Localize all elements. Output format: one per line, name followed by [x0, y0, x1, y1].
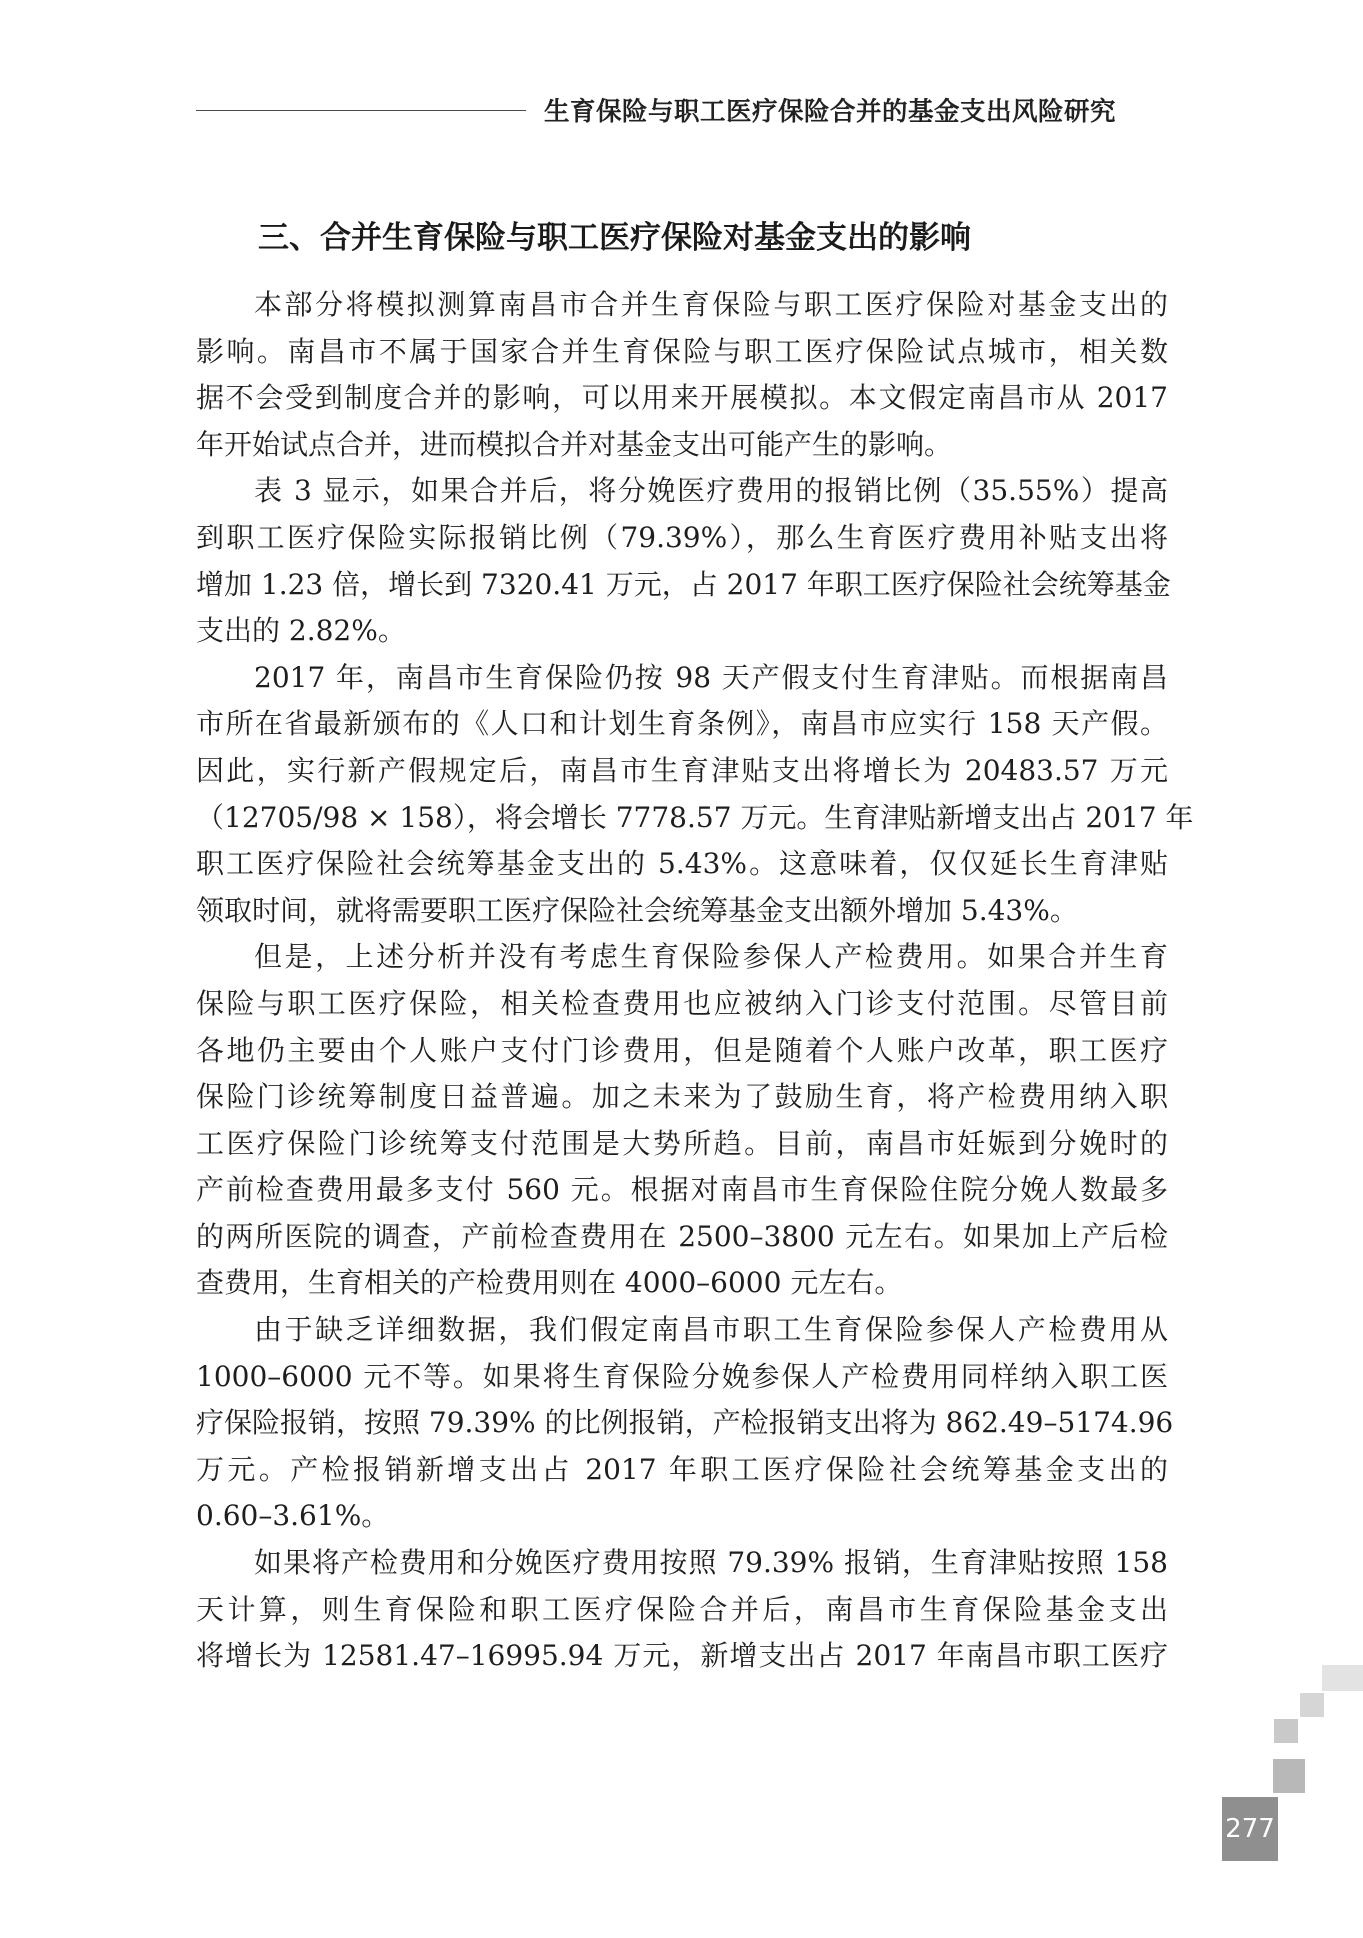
decorative-square: [1274, 1719, 1298, 1743]
text-line: 天计算，则生育保险和职工医疗保险合并后，南昌市生育保险基金支出: [196, 1592, 1168, 1626]
page-number-box: [1222, 1797, 1278, 1861]
text-line: 将增长为 12581.47–16995.94 万元，新增支出占 2017 年南昌市职工医疗: [196, 1639, 1168, 1673]
text-line: 职工医疗保险社会统筹基金支出的 5.43%。这意味着，仅仅延长生育津贴: [196, 847, 1168, 881]
text-line: 增加 1.23 倍，增长到 7320.41 万元，占 2017 年职工医疗保险社会统筹基金: [196, 567, 1171, 601]
paragraph: [196, 282, 1168, 468]
text-line: 疗保险报销，按照 79.39% 的比例报销，产检报销支出将为 862.49–5174.96: [196, 1406, 1174, 1440]
text-line: 2017 年，南昌市生育保险仍按 98 天产假支付生育津贴。而根据南昌: [254, 660, 1168, 694]
text-line: 0.60–3.61%。: [196, 1499, 390, 1533]
paragraph: [196, 468, 1171, 654]
text-line: 到职工医疗保险实际报销比例（79.39%），那么生育医疗费用补贴支出将: [196, 520, 1168, 554]
paragraph: [196, 1307, 1174, 1540]
text-line: 1000–6000 元不等。如果将生育保险分娩参保人产检费用同样纳入职工医: [196, 1359, 1168, 1393]
paragraph: [196, 655, 1194, 935]
text-line: （12705/98 × 158），将会增长 7778.57 万元。生育津贴新增支出占 2017 年: [196, 800, 1194, 834]
text-line: 但是，上述分析并没有考虑生育保险参保人产检费用。如果合并生育: [254, 940, 1168, 974]
text-line: 查费用，生育相关的产检费用则在 4000–6000 元左右。: [196, 1266, 903, 1300]
text-line: 的两所医院的调查，产前检查费用在 2500–3800 元左右。如果加上产后检: [196, 1219, 1168, 1253]
page-number: 277: [1225, 1814, 1275, 1844]
paragraph: [196, 934, 1168, 1307]
text-line: 万元。产检报销新增支出占 2017 年职工医疗保险社会统筹基金支出的: [196, 1452, 1168, 1486]
text-line: 保险门诊统筹制度日益普遍。加之未来为了鼓励生育，将产检费用纳入职: [196, 1080, 1168, 1114]
text-line: 工医疗保险门诊统筹支付范围是大势所趋。目前，南昌市妊娠到分娩时的: [196, 1126, 1168, 1160]
text-line: 保险与职工医疗保险，相关检查费用也应被纳入门诊支付范围。尽管目前: [196, 986, 1168, 1020]
decorative-square: [1300, 1693, 1324, 1717]
body-text: [196, 282, 1194, 1680]
text-line: 市所在省最新颁布的《人口和计划生育条例》，南昌市应实行 158 天产假。: [196, 707, 1168, 741]
text-line: 年开始试点合并，进而模拟合并对基金支出可能产生的影响。: [196, 427, 953, 461]
text-line: 因此，实行新产假规定后，南昌市生育津贴支出将增长为 20483.57 万元: [196, 753, 1168, 787]
paragraph: [196, 1540, 1168, 1680]
header-rule: [196, 110, 526, 111]
text-line: 由于缺乏详细数据，我们假定南昌市职工生育保险参保人产检费用从: [254, 1313, 1168, 1347]
text-line: 表 3 显示，如果合并后，将分娩医疗费用的报销比例（35.55%）提高: [254, 474, 1168, 508]
text-line: 如果将产检费用和分娩医疗费用按照 79.39% 报销，生育津贴按照 158: [254, 1546, 1168, 1580]
text-line: 支出的 2.82%。: [196, 614, 406, 648]
text-line: 领取时间，就将需要职工医疗保险社会统筹基金支出额外增加 5.43%。: [196, 893, 1078, 927]
text-line: 本部分将模拟测算南昌市合并生育保险与职工医疗保险对基金支出的: [254, 288, 1168, 321]
text-line: 各地仍主要由个人账户支付门诊费用，但是随着个人账户改革，职工医疗: [196, 1033, 1168, 1067]
text-line: 产前检查费用最多支付 560 元。根据对南昌市生育保险住院分娩人数最多: [196, 1173, 1168, 1207]
decorative-square: [1273, 1759, 1305, 1793]
text-line: 据不会受到制度合并的影响，可以用来开展模拟。本文假定南昌市从 2017: [196, 381, 1168, 415]
decorative-square: [1322, 1665, 1363, 1691]
text-line: 影响。南昌市不属于国家合并生育保险与职工医疗保险试点城市，相关数: [196, 334, 1168, 368]
section-heading: 三、合并生育保险与职工医疗保险对基金支出的影响: [258, 220, 971, 256]
running-title: 生育保险与职工医疗保险合并的基金支出风险研究: [544, 97, 1117, 127]
running-header: [196, 88, 1168, 132]
